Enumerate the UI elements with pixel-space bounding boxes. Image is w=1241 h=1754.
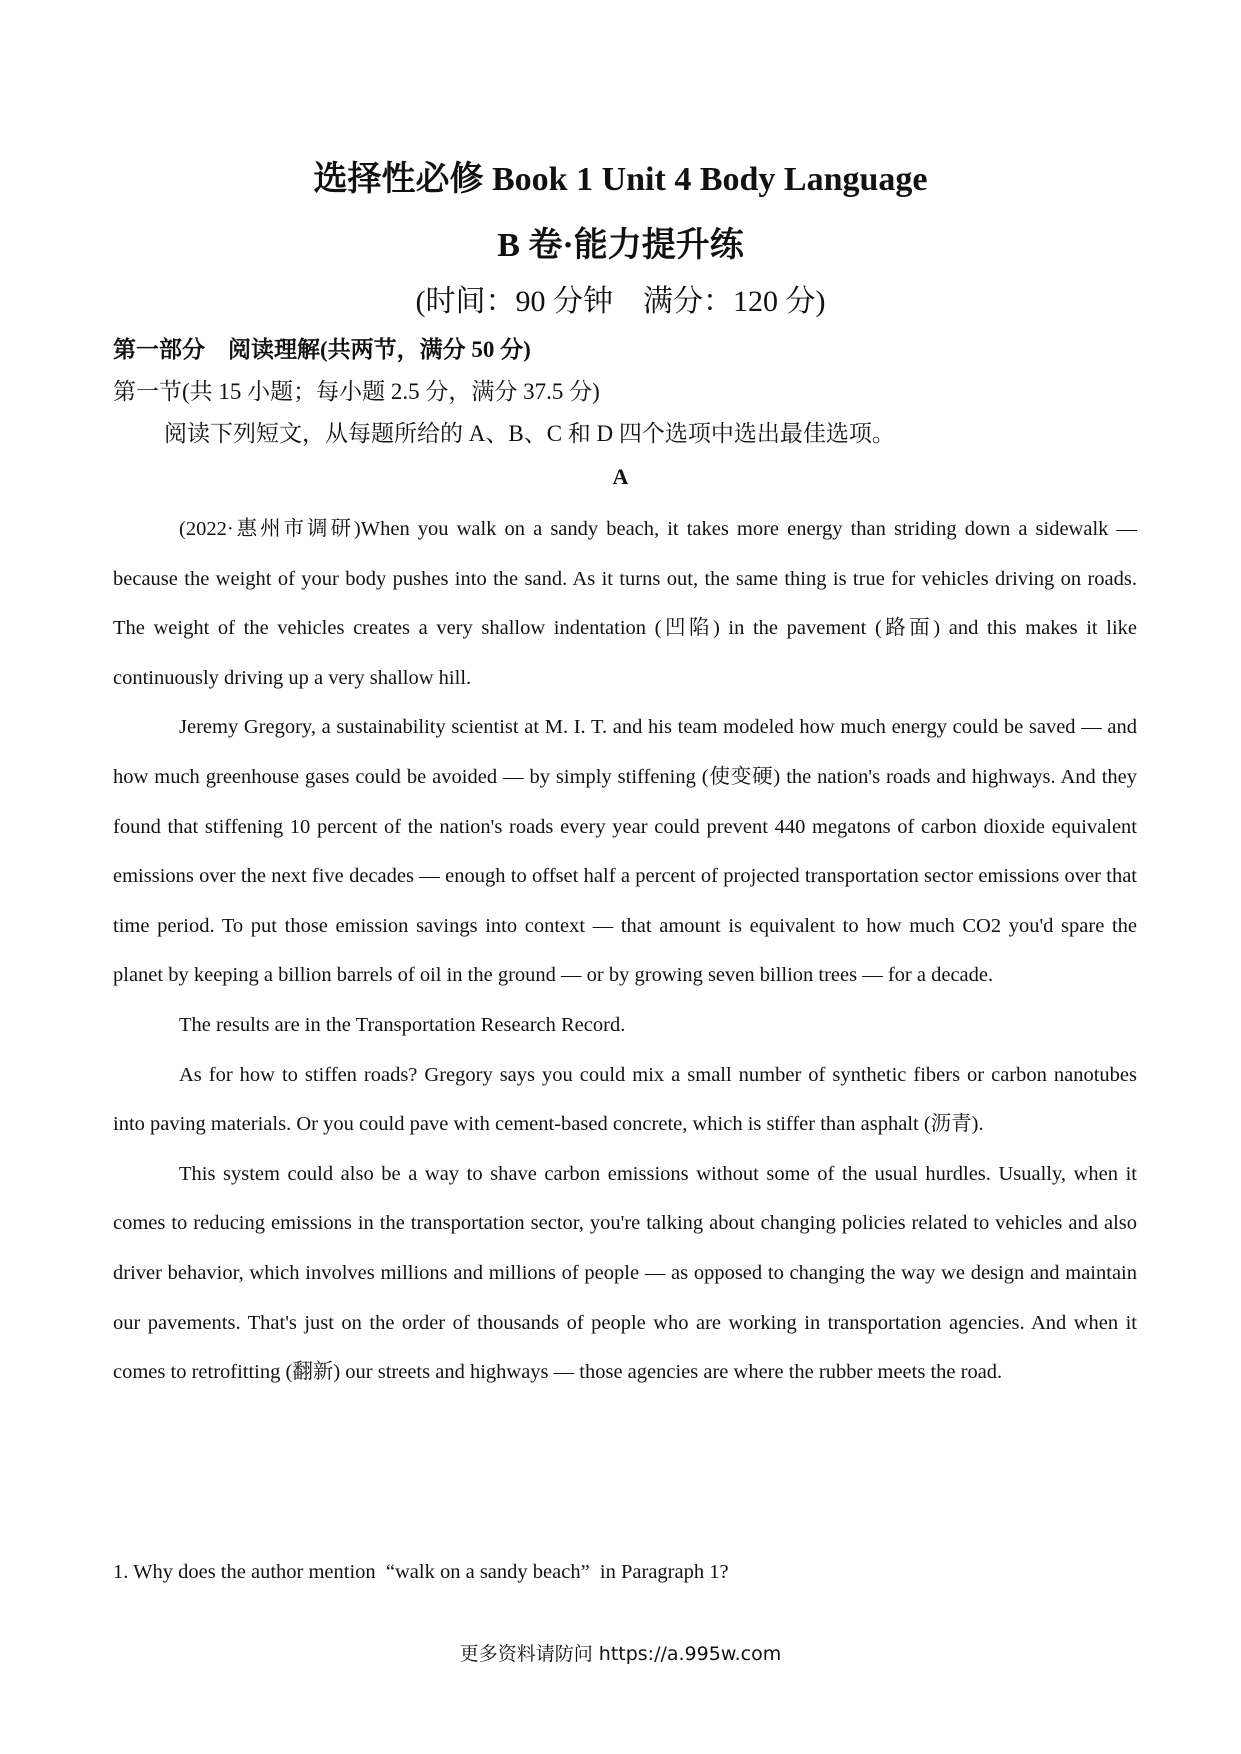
document-subtitle: B 卷·能力提升练 (497, 227, 744, 264)
passage-body (113, 505, 1137, 1398)
passage-paragraph: (2022·惠州市调研)When you walk on a sandy beach, it takes more energy than striding down a sidewalk — because the weight of your body pushes into the sand. As it turns out, the same thing is true for vehicles driving on roads. The weight of the vehicles creates a very shallow indentation (凹陷) in the pavement (路面) and this makes it like continuously driving up a very shallow hill. (113, 518, 1137, 689)
passage-paragraph: This system could also be a way to shave carbon emissions without some of the usual hurdles. Usually, when it comes to reducing emissions in the transportation sector, you're talking about changing policies related to vehicles and also driver behavior, which involves millions and millions of people — as opposed to changing the way we design and maintain our pavements. That's just on the order of thousands of people who are working in transportation agencies. And when it comes to retrofitting (翻新) our streets and highways — those agencies are where the rubber meets the road. (113, 1162, 1137, 1384)
passage-paragraph: The results are in the Transportation Research Record. (179, 1013, 626, 1036)
passage-paragraph: Jeremy Gregory, a sustainability scientist at M. I. T. and his team modeled how much energy could be saved — and how much greenhouse gases could be avoided — by simply stiffening (使变硬) the nation's roads and highways. And they found that stiffening 10 percent of the nation's roads every year could prevent 440 megatons of carbon dioxide equivalent emissions over the next five decades — enough to offset half a percent of projected transportation sector emissions over that time period. To put those emission savings into context — that amount is equivalent to how much CO2 you'd spare the planet by keeping a billion barrels of oil in the ground — or by growing seven billion trees — for a decade. (113, 716, 1137, 987)
footer-link-text[interactable]: 更多资料请防问 https://a.995w.com (459, 1643, 782, 1665)
document-title: 选择性必修 Book 1 Unit 4 Body Language (313, 161, 928, 198)
time-and-score-info: (时间：90 分钟 满分：120 分) (415, 285, 826, 318)
reading-instruction: 阅读下列短文，从每题所给的 A、B、C 和 D 四个选项中选出最佳选项。 (164, 421, 895, 446)
part-heading: 第一部分 阅读理解(共两节，满分 50 分) (113, 337, 531, 362)
passage-paragraph: As for how to stiffen roads? Gregory says you could mix a small number of synthetic fibers or carbon nanotubes into paving materials. Or you could pave with cement-based concrete, which is stiffer than asphalt (沥青). (113, 1063, 1137, 1136)
passage-label: A (612, 464, 629, 489)
question-1: 1. Why does the author mention “walk on a sandy beach” in Paragraph 1? (113, 1561, 729, 1583)
section-heading: 第一节(共 15 小题；每小题 2.5 分，满分 37.5 分) (113, 379, 600, 404)
